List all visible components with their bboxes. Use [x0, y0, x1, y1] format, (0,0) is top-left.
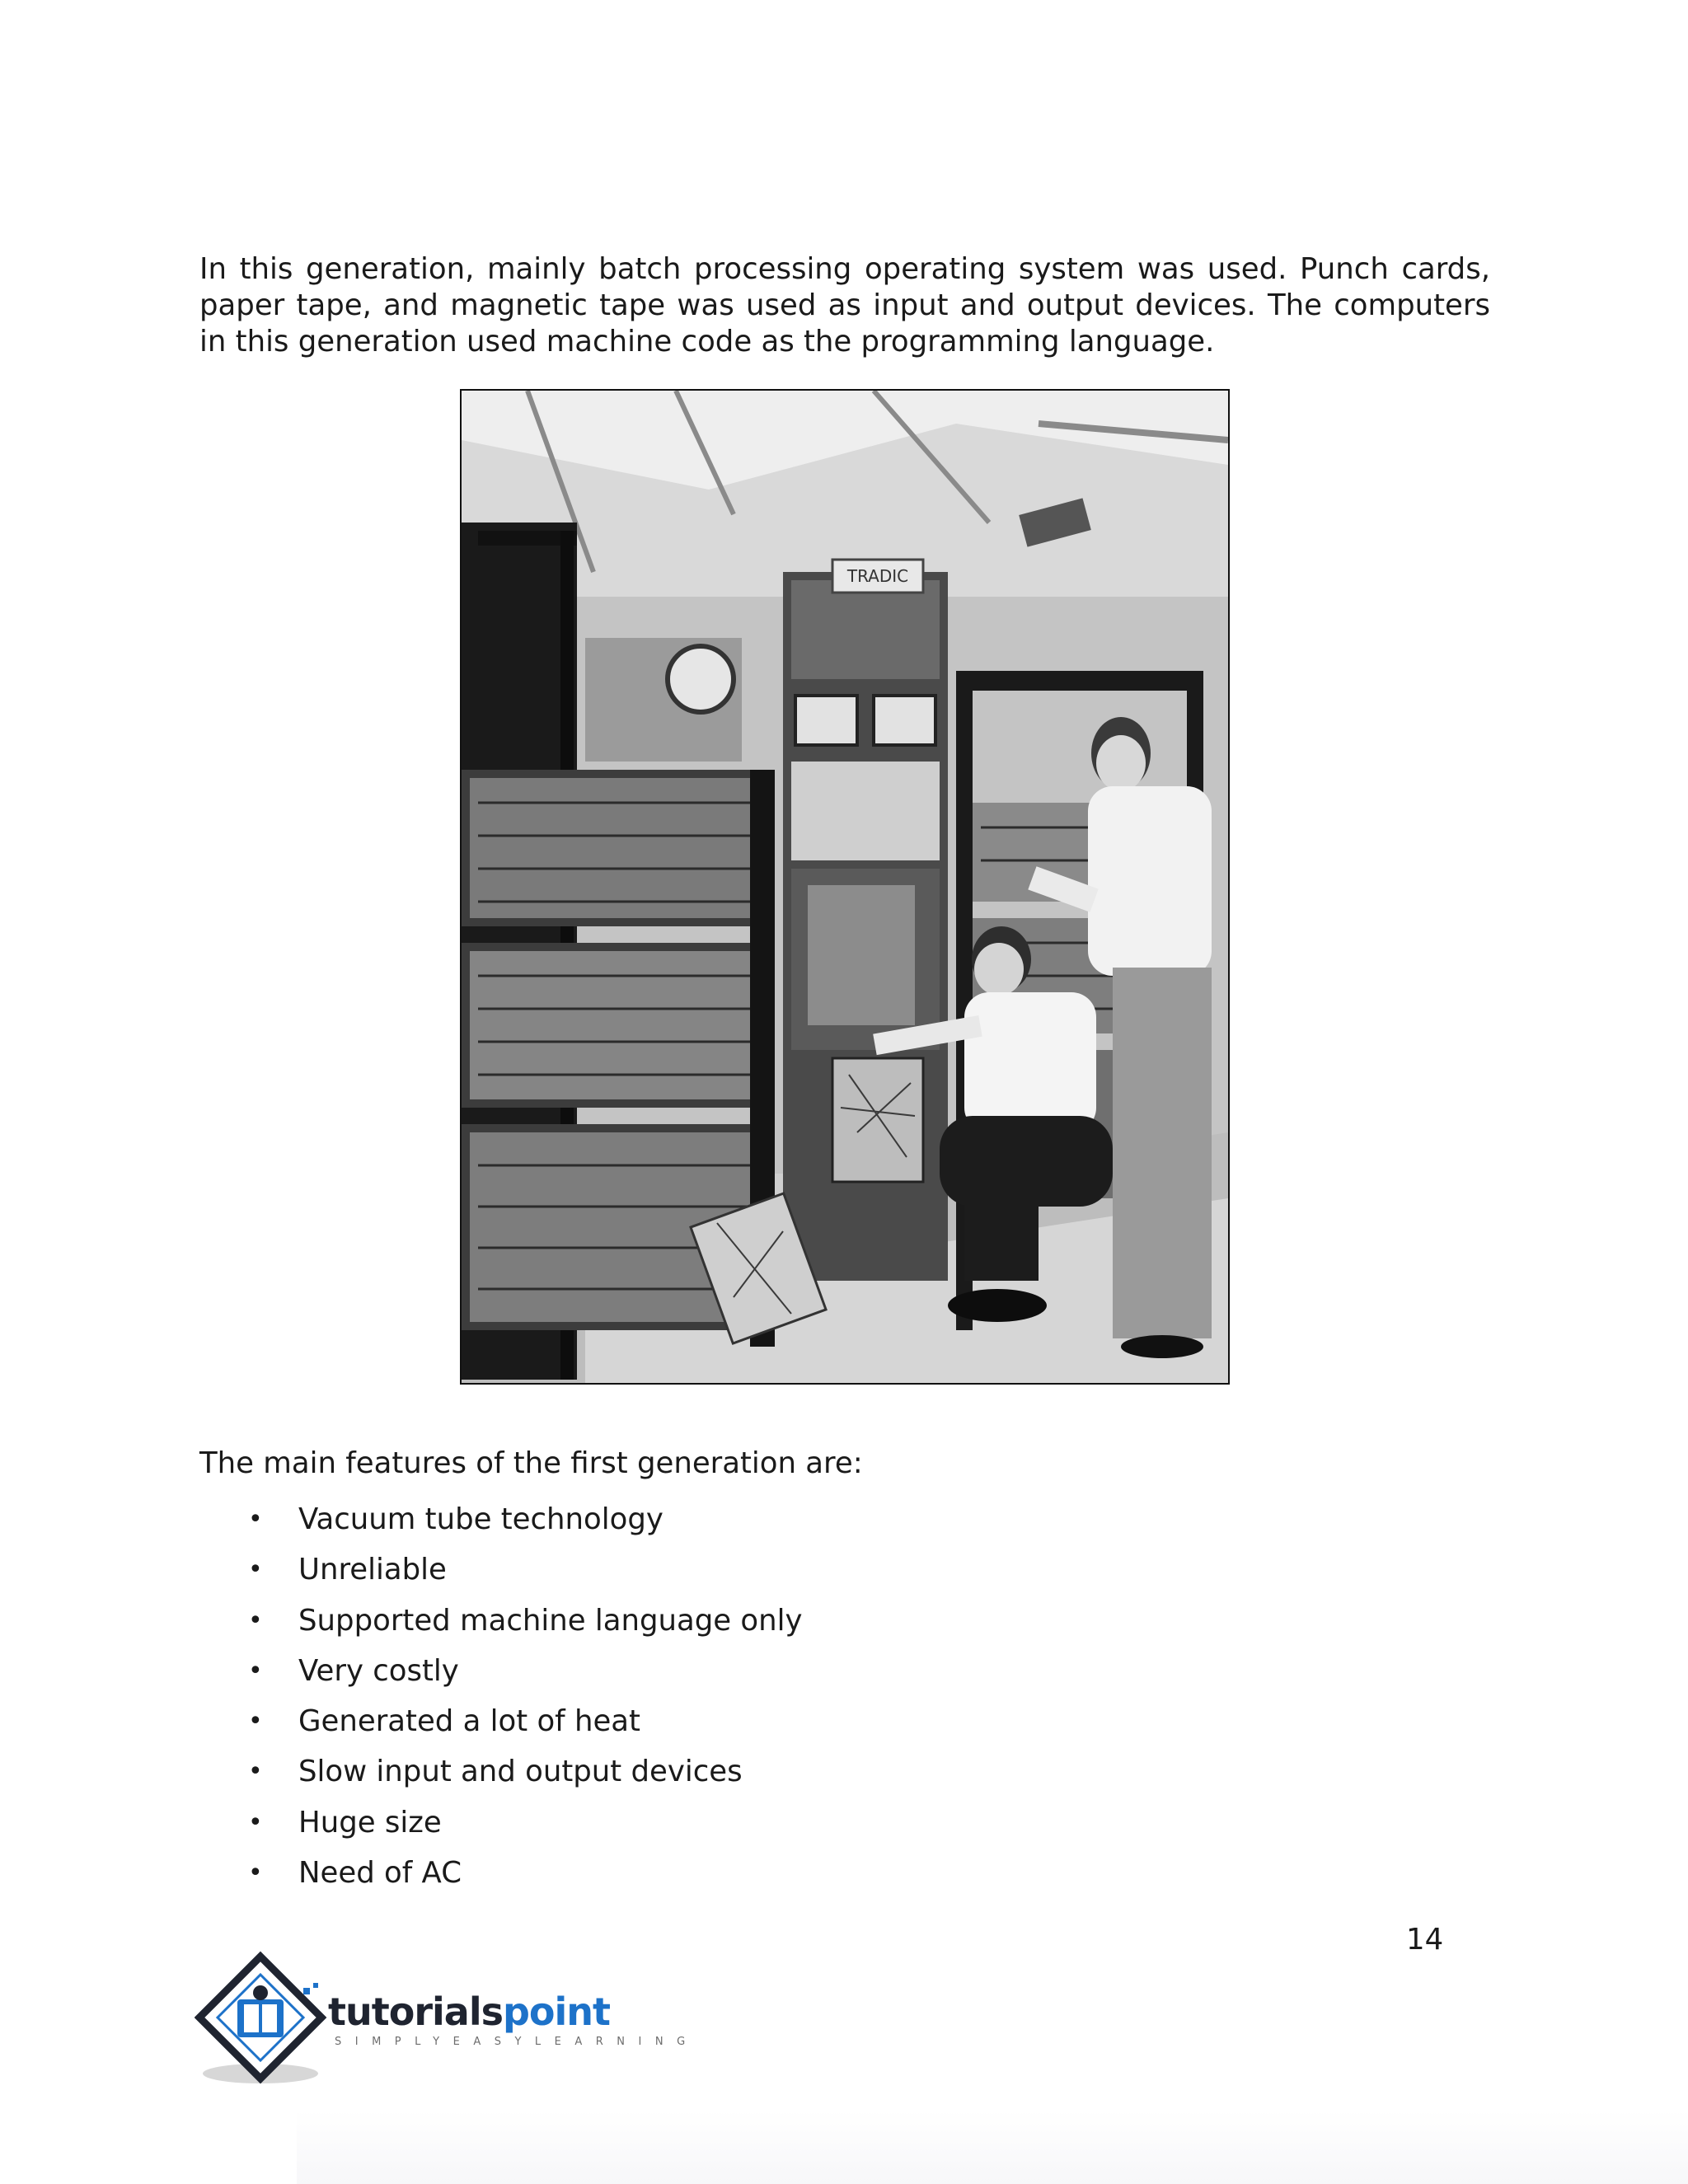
computer-photo — [460, 389, 1230, 1385]
feature-text: Huge size — [298, 1805, 442, 1840]
bullet-icon: • — [248, 1858, 263, 1888]
feature-text: Very costly — [298, 1653, 459, 1688]
bullet-icon: • — [248, 1505, 263, 1534]
bullet-icon: • — [248, 1656, 263, 1685]
page-number: 14 — [1406, 1923, 1444, 1957]
feature-list — [199, 1502, 803, 1905]
feature-text: Generated a lot of heat — [298, 1704, 640, 1739]
bullet-icon: • — [248, 1707, 263, 1736]
feature-text: Supported machine language only — [298, 1603, 803, 1638]
list-item — [199, 1704, 803, 1754]
intro-paragraph: In this generation, mainly batch processing operating system was used. Punch cards, paper tape, and magnetic tape was used as input and output devices. The computers in this generation used machine code as the programming language. — [199, 252, 1490, 359]
list-item — [199, 1653, 803, 1704]
feature-text: Unreliable — [298, 1553, 447, 1587]
feature-text: Need of AC — [298, 1856, 462, 1891]
footer-shade — [297, 2110, 1688, 2184]
list-item — [199, 1805, 803, 1855]
logo-tagline: SIMPLYEASYLEARNING — [335, 2036, 699, 2048]
bullet-icon: • — [248, 1757, 263, 1787]
features-heading: The main features of the first generation are: — [199, 1446, 863, 1480]
list-item — [199, 1552, 803, 1602]
logo-diamond-icon — [195, 1950, 335, 2090]
bullet-icon: • — [248, 1807, 263, 1837]
tutorialspoint-logo[interactable] — [195, 1950, 699, 2090]
list-item — [199, 1855, 803, 1905]
bullet-icon: • — [248, 1605, 263, 1635]
list-item — [199, 1603, 803, 1653]
logo-word-point: point — [502, 1990, 611, 2034]
logo-wordmark — [328, 1991, 610, 2032]
first-generation-computer-photo-icon — [462, 391, 1228, 1383]
list-item — [199, 1502, 803, 1552]
logo-word-tutorials: tutorials — [328, 1990, 503, 2034]
photo-sign-text: TRADIC — [846, 566, 909, 586]
bullet-icon: • — [248, 1555, 263, 1585]
list-item — [199, 1754, 803, 1804]
feature-text: Slow input and output devices — [298, 1755, 743, 1789]
feature-text: Vacuum tube technology — [298, 1502, 663, 1536]
